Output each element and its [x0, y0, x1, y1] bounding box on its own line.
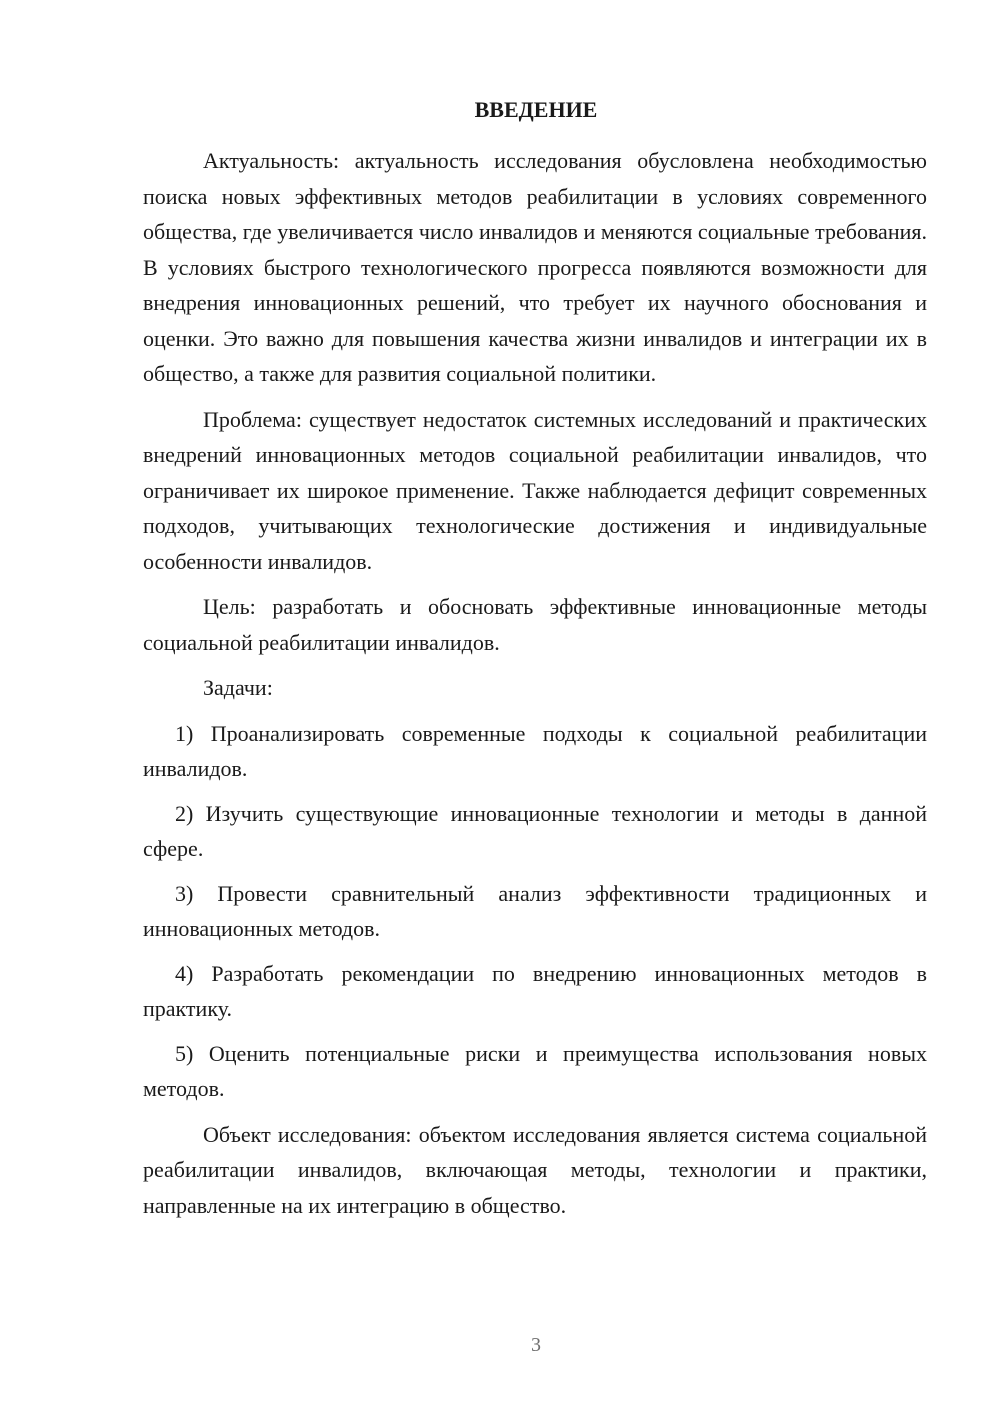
task-item: 4) Разработать рекомендации по внедрению инновационных методов в практику.	[143, 960, 927, 1021]
problem-paragraph: Проблема: существует недостаток системных исследований и практических внедрений инновационных методов социальной реабилитации инвалидов, что ограничивает их широкое применение. Также наблюдается дефицит современных подходов, учитывающих технологические достижения и индивидуальные особенности инвалидов.	[143, 406, 927, 574]
task-item: 5) Оценить потенциальные риски и преимущества использования новых методов.	[143, 1040, 927, 1101]
object-paragraph: Объект исследования: объектом исследования является система социальной реабилитации инвалидов, включающая методы, технологии и практики, направленные на их интеграцию в общество.	[143, 1121, 927, 1218]
body-text	[143, 143, 927, 1223]
section-heading: ВВЕДЕНИЕ	[474, 97, 598, 122]
task-item: 2) Изучить существующие инновационные технологии и методы в данной сфере.	[143, 800, 927, 861]
tasks-heading: Задачи:	[203, 675, 273, 700]
page-number: 3	[531, 1334, 541, 1356]
relevance-paragraph: Актуальность: актуальность исследования обусловлена необходимостью поиска новых эффективных методов реабилитации в условиях современного общества, где увеличивается число инвалидов и меняются социальные требования. В условиях быстрого технологического прогресса появляются возможности для внедрения инновационных решений, что требует их научного обоснования и оценки. Это важно для повышения качества жизни инвалидов и интеграции их в общество, а также для развития социальной политики.	[143, 148, 927, 386]
task-item: 1) Проанализировать современные подходы к социальной реабилитации инвалидов.	[143, 720, 927, 781]
goal-paragraph: Цель: разработать и обосновать эффективные инновационные методы социальной реабилитации инвалидов.	[143, 594, 927, 655]
task-item: 3) Провести сравнительный анализ эффективности традиционных и инновационных методов.	[143, 880, 927, 941]
